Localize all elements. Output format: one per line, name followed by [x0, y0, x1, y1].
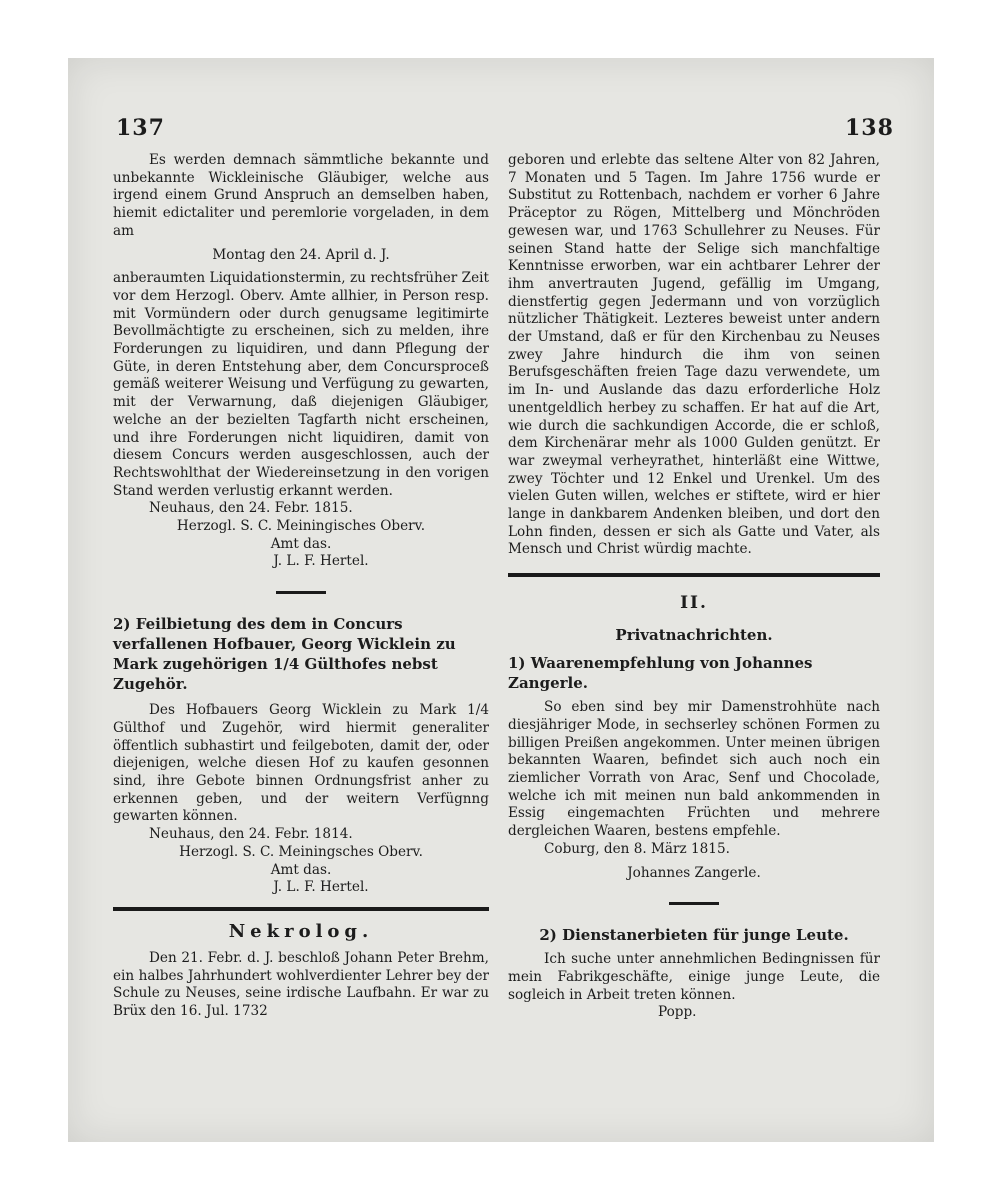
- page-number-right: 138: [845, 115, 894, 141]
- signature-1: J. L. F. Hertel.: [273, 553, 369, 570]
- creditors-notice: Es werden demnach sämmtliche bekannte und unbekannte Wickleinische Gläubiger, welche aus irgend einem Grund Anspruch an demselben haben, hiemit edictaliter und peremlorie vorgeladen, in dem am: [113, 152, 489, 239]
- nekrolog-title: Nekrolog.: [228, 920, 374, 942]
- place-date-1: Neuhaus, den 24. Febr. 1815.: [149, 500, 353, 517]
- left-column: [113, 152, 489, 1021]
- divider-rule: [113, 907, 489, 911]
- right-column: [508, 152, 880, 1022]
- section-number: II.: [680, 593, 708, 614]
- goods-heading: 1) Waarenempfehlung von Johannes Zangerle.: [508, 654, 813, 693]
- merchant-signature: Johannes Zangerle.: [627, 864, 761, 881]
- divider-rule-right: [508, 573, 880, 577]
- signature-2: J. L. F. Hertel.: [273, 879, 369, 896]
- page-number-left: 137: [116, 115, 165, 141]
- service-text: Ich suche unter annehmlichen Bedingnissen für mein Fabrikgeschäfte, einige junge Leute, die sogleich in Arbeit treten können.: [508, 951, 880, 1003]
- private-news-title: Privatnachrichten.: [615, 626, 773, 645]
- office-2: Amt das.: [270, 861, 332, 878]
- place-date-2: Neuhaus, den 24. Febr. 1814.: [149, 826, 353, 843]
- divider-short: [276, 591, 326, 594]
- obituary-text: Den 21. Febr. d. J. beschloß Johann Peter Brehm, ein halbes Jahrhundert wohlverdienter Lehrer bey der Schule zu Neuses, seine irdische Laufbahn. Er war zu Brüx den 16. Jul. 1732: [113, 949, 489, 1020]
- place-date-right: Coburg, den 8. März 1815.: [544, 840, 730, 857]
- hearing-date: Montag den 24. April d. J.: [212, 246, 390, 263]
- auction-heading: 2) Feilbietung des dem in Concurs verfallenen Hofbauer, Georg Wicklein zu Mark zugehörigen 1/4 Gülthofes nebst Zugehör.: [113, 615, 456, 694]
- office-1: Amt das.: [270, 535, 332, 552]
- divider-short-right: [669, 902, 719, 905]
- service-heading: 2) Dienstanerbieten für junge Leute.: [539, 926, 849, 945]
- goods-text: So eben sind bey mir Damenstrohhüte nach diesjähriger Mode, in sechserley schönen Formen zu billigen Preißen angekommen. Unter meinen übrigen bekannten Waaren, befindet sich auch noch ein ziemlicher Vorrath von Arac, Senf und Chocolade, welche ich mit meinen nun bald ankommenden in Essig eingemachten Früchten und mehrere dergleichen Waaren, bestens empfehle.: [508, 699, 880, 840]
- authority-2: Herzogl. S. C. Meiningsches Oberv.: [179, 843, 423, 860]
- hearing-text: anberaumten Liquidationstermin, zu rechtsfrüher Zeit vor dem Herzogl. Oberv. Amte allhier, in Person resp. mit Vormündern oder durch genugsame legitimirte Bevollmächtigte zu erscheinen, sich zu melden, ihre Forderungen zu liquidiren, und dann Pflegung der Güte, in deren Entstehung aber, dem Concursproceß gemäß weiterer Weisung und Verfügung zu gewarten, mit der Verwarnung, daß diejenigen Gläubiger, welche an der bezielten Tagfarth nicht erscheinen, und ihre Forderungen nicht liquidiren, damit von diesem Concurs werden ausgeschlossen, auch der Rechtswohlthat der Wiedereinsetzung in den vorigen Stand werden verlustig erkannt werden.: [113, 270, 489, 499]
- signature-popp: Popp.: [658, 1004, 697, 1021]
- auction-text: Des Hofbauers Georg Wicklein zu Mark 1/4 Gülthof und Zugehör, wird hiermit generaliter öffentlich subhastirt und feilgeboten, damit der, oder diejenigen, welche diesen Hof zu kaufen gesonnen sind, ihre Gebote binnen Ordnungsfrist anher zu erkennen geben, und der weitern Verfügnng gewarten können.: [113, 702, 489, 825]
- obituary-continued: geboren und erlebte das seltene Alter von 82 Jahren, 7 Monaten und 5 Tagen. Im Jahre 1756 wurde er Substitut zu Rottenbach, nachdem er vorher 6 Jahre Präceptor zu Rögen, Mittelberg und Mönchröden gewesen war, und 1763 Schullehrer zu Neuses. Für seinen Stand hatte der Selige sich manchfaltige Kenntnisse erworben, war ein achtbarer Lehrer der ihm anvertrauten Jugend, gefällig im Umgang, dienstfertig gegen Jedermann und von vorzüglich nützlicher Thätigkeit. Lezteres beweist unter andern der Umstand, daß er für den Kirchenbau zu Neuses zwey Jahre hindurch die ihm von seinen Berufsgeschäften freien Tage dazu verwendete, um im In- und Auslande das dazu erforderliche Holz unentgeldlich herbey zu schaffen. Er hat auf die Art, wie durch die sachkundigen Accorde, die er schloß, dem Kirchenärar mehr als 1000 Gulden genützt. Er war zweymal verheyrathet, hinterläßt eine Wittwe, zwey Töchter und 12 Enkel und Urenkel. Um des vielen Guten willen, welches er stiftete, wird er hier lange in dankbarem Andenken bleiben, und dort den Lohn finden, dessen er sich als Gatte und Vater, als Mensch und Christ würdig machte.: [508, 152, 880, 558]
- authority-1: Herzogl. S. C. Meiningisches Oberv.: [176, 518, 426, 535]
